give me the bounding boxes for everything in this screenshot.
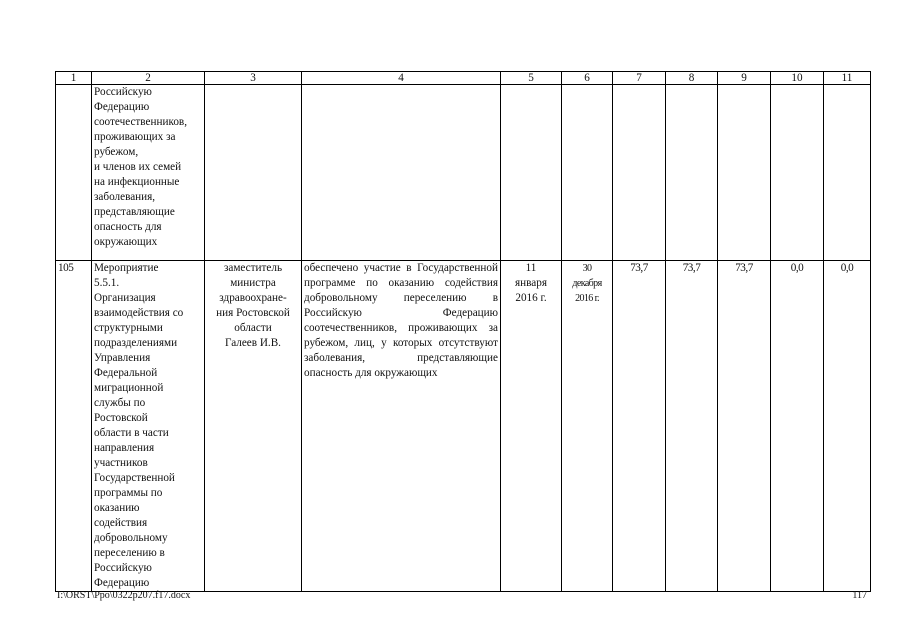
report-table xyxy=(55,71,871,592)
value-col-10: 0,0 xyxy=(771,261,824,592)
column-number: 7 xyxy=(613,72,666,85)
column-number: 9 xyxy=(718,72,771,85)
row-number: 105 xyxy=(56,261,92,592)
column-number: 4 xyxy=(302,72,501,85)
value-col-11: 0,0 xyxy=(824,261,871,592)
column-number: 8 xyxy=(666,72,718,85)
empty-cell xyxy=(501,85,562,261)
end-date: 30 декабря 2016 г. xyxy=(562,261,613,592)
column-number: 3 xyxy=(205,72,302,85)
page-number: 117 xyxy=(852,590,867,601)
start-date: 11 января 2016 г. xyxy=(501,261,562,592)
column-number: 2 xyxy=(92,72,205,85)
empty-cell xyxy=(771,85,824,261)
column-number: 10 xyxy=(771,72,824,85)
value-col-8: 73,7 xyxy=(666,261,718,592)
empty-cell xyxy=(205,85,302,261)
column-number: 1 xyxy=(56,72,92,85)
empty-cell xyxy=(613,85,666,261)
table-row-continued xyxy=(56,85,871,261)
expected-result: обеспечено участие в Государственной программе по оказанию содействия добровольному переселению в Российскую Федерацию соотечественников, проживающих за рубежом, лиц, у которых отсутствуют заболевания, представляющие опасность для окружающих xyxy=(302,261,501,592)
responsible-person: заместитель министра здравоохране- ния Ростовской области Галеев И.В. xyxy=(205,261,302,592)
column-number-row xyxy=(56,72,871,85)
value-col-7: 73,7 xyxy=(613,261,666,592)
empty-cell xyxy=(718,85,771,261)
column-number: 6 xyxy=(562,72,613,85)
column-number: 11 xyxy=(824,72,871,85)
measure-description: Мероприятие 5.5.1. Организация взаимодействия со структурными подразделениями Управления Федеральной миграционной службы по Ростовской области в части направления участников Государственной программы по оказанию содействия добровольному переселению в Российскую Федерацию xyxy=(92,261,205,592)
column-number: 5 xyxy=(501,72,562,85)
empty-cell xyxy=(824,85,871,261)
empty-cell xyxy=(666,85,718,261)
table-row xyxy=(56,261,871,592)
value-col-9: 73,7 xyxy=(718,261,771,592)
empty-cell xyxy=(302,85,501,261)
measure-description-continued: Российскую Федерацию соотечественников, проживающих за рубежом, и членов их семей на инфекционные заболевания, представляющие опасность для окружающих xyxy=(92,85,205,261)
file-path: I:\ORST\Ppo\0322p207.f17.docx xyxy=(57,590,191,601)
empty-cell xyxy=(562,85,613,261)
empty-cell xyxy=(56,85,92,261)
